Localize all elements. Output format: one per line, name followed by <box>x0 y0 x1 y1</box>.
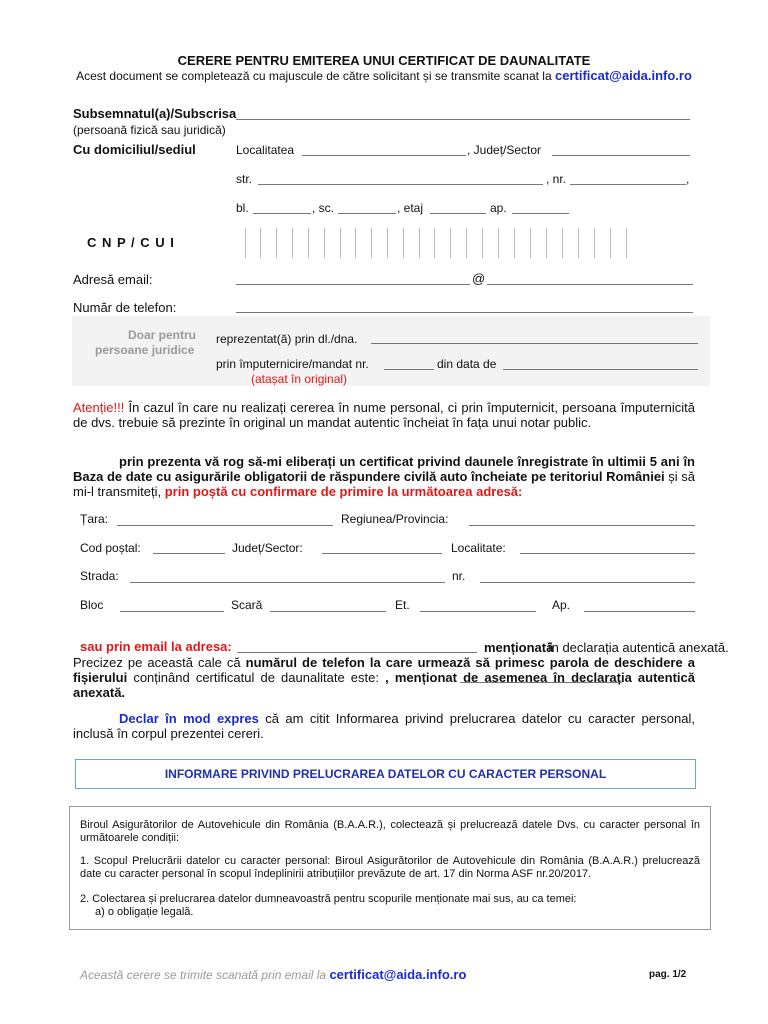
email-label: Adresă email: <box>73 272 153 287</box>
cnp-box[interactable] <box>355 228 356 258</box>
cnp-box[interactable] <box>419 228 420 258</box>
et-field[interactable] <box>420 611 536 612</box>
atasat-note: (atașat în original) <box>251 372 348 386</box>
cnp-box[interactable] <box>594 228 595 258</box>
regiunea-label: Regiunea/Provincia: <box>341 512 449 526</box>
info-body-p4: a) o obligație legală. <box>95 906 194 918</box>
judet-sector-label: Județ/Sector: <box>232 541 303 555</box>
din-data-label: din data de <box>437 357 497 371</box>
judet-field[interactable] <box>552 155 690 156</box>
cod-postal-label: Cod poștal: <box>80 541 141 555</box>
regiunea-field[interactable] <box>469 525 695 526</box>
request-paragraph <box>73 454 695 499</box>
cnp-box[interactable] <box>514 228 515 258</box>
declar-blue: Declar în mod expres <box>119 711 259 726</box>
cnp-box[interactable] <box>308 228 309 258</box>
scara-label: Scară <box>231 598 263 612</box>
juridic-label-line1: Doar pentru <box>128 328 197 342</box>
footer-note <box>80 967 466 982</box>
cnp-box[interactable] <box>482 228 483 258</box>
email-option-p5: , menționat de asemenea în declarația autentică anexată. <box>73 670 695 700</box>
bloc-field[interactable] <box>120 611 224 612</box>
declar-paragraph <box>73 711 695 741</box>
localitate-field[interactable] <box>520 553 695 554</box>
bloc-label: Bloc <box>80 598 104 612</box>
email-option-p2: Precizez pe această cale că <box>73 655 246 670</box>
email-domain-field[interactable] <box>487 284 693 285</box>
nr-comma: , <box>686 172 690 186</box>
atentie-prefix: Atenție!!! <box>73 400 125 415</box>
domiciliu-label: Cu domiciliul/sediul <box>73 142 196 157</box>
str-label: str. <box>236 172 253 186</box>
str-field[interactable] <box>258 184 543 185</box>
ap-address-field[interactable] <box>584 611 695 612</box>
mandat-nr-field[interactable] <box>384 369 434 370</box>
nr-label: , nr. <box>546 172 567 186</box>
info-body-p3: 2. Colectarea și prelucrarea datelor dumneavoastră pentru scopurile menționate mai sus, au ca temei: <box>80 893 577 905</box>
subtitle-text: Acest document se completează cu majuscule de către solicitant și se transmite scanat la <box>76 69 552 83</box>
atentie-paragraph <box>73 400 695 430</box>
bl-label: bl. <box>236 201 249 215</box>
mandat-date-field[interactable] <box>503 369 698 370</box>
cnp-box[interactable] <box>387 228 388 258</box>
cnp-box[interactable] <box>626 228 627 258</box>
phone-parola-field[interactable] <box>460 682 622 683</box>
info-title: INFORMARE PRIVIND PRELUCRAREA DATELOR CU CARACTER PERSONAL <box>164 767 607 781</box>
email-option-label: sau prin email la adresa: <box>80 639 232 654</box>
cnp-box[interactable] <box>610 228 611 258</box>
strada-label: Strada: <box>80 569 119 583</box>
sc-label: , sc. <box>312 201 335 215</box>
tara-label: Țara: <box>80 512 109 526</box>
page-number: pag. 1/2 <box>649 969 687 980</box>
cnp-box[interactable] <box>450 228 451 258</box>
cnp-box[interactable] <box>562 228 563 258</box>
nr-field[interactable] <box>570 184 686 185</box>
email-option-line1-tail: în declarația autentică anexată. <box>548 640 729 655</box>
subsemnatul-field[interactable] <box>236 119 690 120</box>
phone-field[interactable] <box>236 312 693 313</box>
nr-field[interactable] <box>480 582 695 583</box>
tara-field[interactable] <box>117 525 333 526</box>
ap-address-label: Ap. <box>552 598 571 612</box>
email-option-paragraph <box>73 655 695 700</box>
cnp-box[interactable] <box>324 228 325 258</box>
et-label: Et. <box>395 598 410 612</box>
header-email-link[interactable]: certificat@aida.info.ro <box>554 68 692 83</box>
cnp-box[interactable] <box>578 228 579 258</box>
juridic-label-line2: persoane juridice <box>95 343 195 357</box>
info-body-p2: 1. Scopul Prelucrării datelor cu caracter personal: Biroul Asigurătorilor de Autovehicule din România (B.A.A.R.) prelucrează date cu caracter personal în scopul îndeplinirii atribuțiilor prevăzute de art. 17 din Norma ASF nr.20/2017. <box>80 855 700 880</box>
cnp-box[interactable] <box>276 228 277 258</box>
phone-label: Număr de telefon: <box>73 300 177 315</box>
request-red-text: prin poștă cu confirmare de primire la următoarea adresă: <box>164 484 523 499</box>
persoana-label: (persoană fizică sau juridică) <box>73 123 226 137</box>
request-text: prin prezenta vă rog să-mi eliberați un certificat privind daunele înregistrate în ultimii 5 ani în Baza de date cu asigurările obligatorii de răspundere civilă auto încheiate pe teritoriul României <box>73 454 695 484</box>
atentie-text: În cazul în care nu realizați cererea în nume personal, ci prin împuternicit, persoana împuternicită de dvs. trebuie să prezinte în original un mandat autentic încheiat în fața unui notar public. <box>73 400 695 430</box>
localitate-label: Localitate: <box>451 541 506 555</box>
cnp-box[interactable] <box>340 228 341 258</box>
mentionata-text: menționată <box>484 640 554 655</box>
imputernicire-label: prin împuternicire/mandat nr. <box>216 357 369 371</box>
cod-postal-field[interactable] <box>153 553 225 554</box>
document-title: CERERE PENTRU EMITEREA UNUI CERTIFICAT DE DAUNALITATE <box>177 53 591 68</box>
reprezentat-field[interactable] <box>371 343 698 344</box>
subsemnatul-label: Subsemnatul(a)/Subscrisa <box>73 106 237 121</box>
cnp-box[interactable] <box>498 228 499 258</box>
declar-text: că am citit Informarea privind prelucrarea datelor cu caracter personal, inclusă în corpul prezentei cereri. <box>73 711 695 741</box>
reprezentat-label: reprezentat(ă) prin dl./dna. <box>216 332 358 346</box>
etaj-label: , etaj <box>397 201 424 215</box>
document-subtitle <box>0 68 768 83</box>
sc-field[interactable] <box>338 213 396 214</box>
cnp-box[interactable] <box>434 228 435 258</box>
localitatea-field[interactable] <box>302 155 466 156</box>
cnp-box[interactable] <box>245 228 246 258</box>
cnp-box[interactable] <box>466 228 467 258</box>
nr-label: nr. <box>452 569 466 583</box>
ap-field[interactable] <box>512 213 569 214</box>
email-option-p4: conținând certificatul de daunalitate este: <box>127 670 386 685</box>
cnp-box[interactable] <box>292 228 293 258</box>
request-si-sa: și să mi-l transmiteți, <box>73 469 696 499</box>
bl-field[interactable] <box>253 213 311 214</box>
cnp-box[interactable] <box>371 228 372 258</box>
footer-email-link[interactable]: certificat@aida.info.ro <box>329 967 467 982</box>
judet-sector-field[interactable] <box>322 553 442 554</box>
email-option-phone-bold: numărul de telefon la care urmează să primesc parola de deschidere a fișierului <box>73 655 695 685</box>
judet-label: , Județ/Sector <box>467 143 542 157</box>
email-option-field[interactable] <box>237 652 477 653</box>
info-title-box <box>75 759 696 789</box>
cnp-box[interactable] <box>403 228 404 258</box>
email-at: @ <box>472 271 486 286</box>
footer-text: Această cerere se trimite scanată prin email la <box>80 968 327 982</box>
scara-field[interactable] <box>270 611 386 612</box>
ap-label: ap. <box>490 201 507 215</box>
etaj-field[interactable] <box>430 213 486 214</box>
strada-field[interactable] <box>130 582 445 583</box>
cnp-label: C N P / C U I <box>87 235 175 250</box>
localitatea-label: Localitatea <box>236 143 295 157</box>
cnp-box[interactable] <box>260 228 261 258</box>
cnp-box[interactable] <box>546 228 547 258</box>
info-body-p1: Biroul Asigurătorilor de Autovehicule din România (B.A.A.R.), colectează și prelucrează datele Dvs. cu caracter personal în următoarele condiții: <box>80 819 700 844</box>
cnp-box[interactable] <box>530 228 531 258</box>
email-user-field[interactable] <box>236 284 470 285</box>
